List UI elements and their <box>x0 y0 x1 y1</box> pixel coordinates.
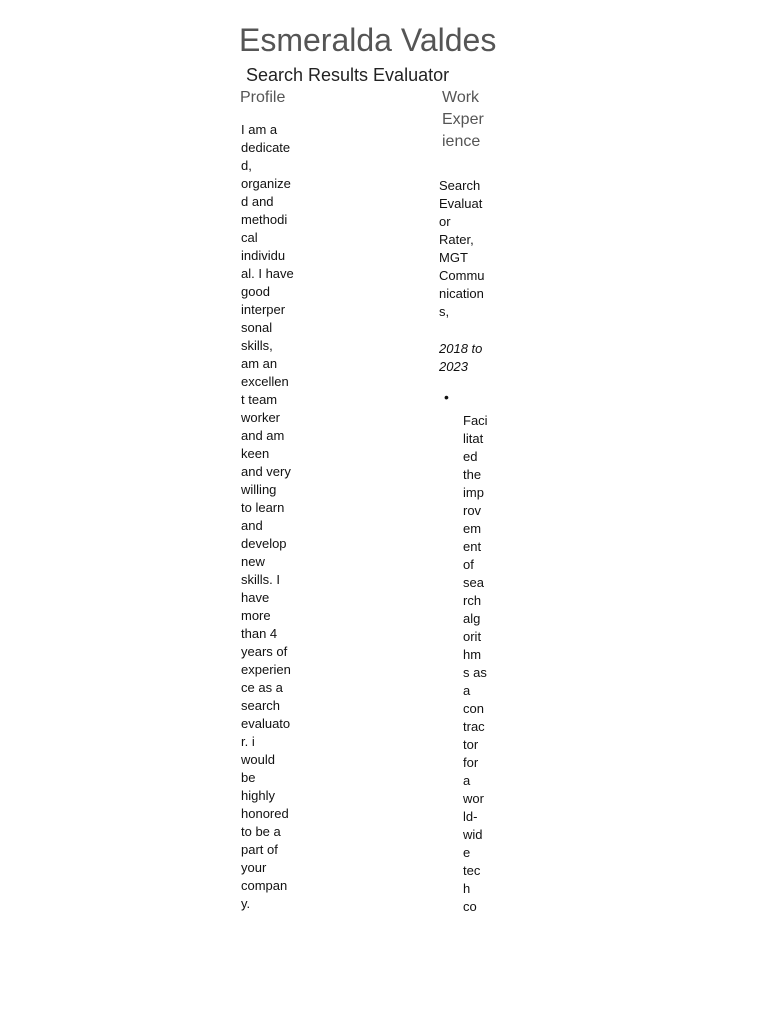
text-line: d, <box>241 158 252 173</box>
text-line: Exper <box>442 111 484 128</box>
text-line: ent <box>463 539 482 554</box>
text-line: a <box>463 773 471 788</box>
text-line: keen <box>241 446 270 461</box>
text-line: highly <box>241 788 275 803</box>
text-line: than 4 <box>241 626 278 641</box>
job-dates <box>439 340 482 376</box>
text-line: your <box>241 860 267 875</box>
text-line: co <box>463 899 477 914</box>
text-line: of <box>463 557 474 572</box>
text-line: to learn <box>241 500 285 515</box>
text-line: Search <box>439 178 481 193</box>
text-line: interper <box>241 302 286 317</box>
text-line: evaluato <box>241 716 291 731</box>
text-line: excellen <box>241 374 289 389</box>
text-line: d and <box>241 194 274 209</box>
text-line: more <box>241 608 271 623</box>
text-line: ed <box>463 449 478 464</box>
text-line: y. <box>241 896 251 911</box>
text-line: skills, <box>241 338 273 353</box>
text-line: r. i <box>241 734 255 749</box>
job-bullet-text <box>463 412 488 916</box>
text-line: s as <box>463 665 487 680</box>
text-line: em <box>463 521 482 536</box>
text-line: h <box>463 881 471 896</box>
text-line: Work <box>442 89 480 106</box>
candidate-name: Esmeralda Valdes <box>239 22 497 58</box>
text-line: MGT <box>439 250 468 265</box>
text-line: Faci <box>463 413 488 428</box>
text-line: part of <box>241 842 278 857</box>
text-line: organize <box>241 176 291 191</box>
text-line: to be a <box>241 824 281 839</box>
text-line: nication <box>439 286 484 301</box>
text-line: and am <box>241 428 285 443</box>
text-line: rch <box>463 593 482 608</box>
text-line: 2023 <box>439 359 468 374</box>
text-line: the <box>463 467 482 482</box>
profile-text <box>241 121 294 913</box>
text-line: rov <box>463 503 482 518</box>
text-line: and very <box>241 464 291 479</box>
text-line: ce as a <box>241 680 283 695</box>
text-line: sea <box>463 575 484 590</box>
text-line: skills. I <box>241 572 280 587</box>
profile-heading: Profile <box>240 89 286 106</box>
text-line: tor <box>463 737 479 752</box>
text-line: would <box>241 752 275 767</box>
text-line: con <box>463 701 484 716</box>
text-line: and <box>241 518 263 533</box>
text-line: wid <box>463 827 483 842</box>
text-line: honored <box>241 806 289 821</box>
bullet-icon: • <box>444 389 449 405</box>
text-line: I am a <box>241 122 278 137</box>
text-line: for <box>463 755 479 770</box>
text-line: ld- <box>463 809 478 824</box>
text-line: am an <box>241 356 278 371</box>
text-line: dedicate <box>241 140 291 155</box>
text-line: experien <box>241 662 291 677</box>
text-line: sonal <box>241 320 273 335</box>
text-line: have <box>241 590 270 605</box>
text-line: s, <box>439 304 450 319</box>
work-experience-heading <box>442 87 484 153</box>
text-line: 2018 to <box>439 341 483 356</box>
text-line: or <box>439 214 451 229</box>
text-line: Commu <box>439 268 485 283</box>
text-line: orit <box>463 629 482 644</box>
text-line: Rater, <box>439 232 474 247</box>
text-line: imp <box>463 485 484 500</box>
text-line: tec <box>463 863 481 878</box>
text-line: Evaluat <box>439 196 483 211</box>
text-line: litat <box>463 431 484 446</box>
text-line: good <box>241 284 270 299</box>
text-line: trac <box>463 719 485 734</box>
text-line: individu <box>241 248 286 263</box>
job-title <box>439 177 485 321</box>
text-line: al. I have <box>241 266 294 281</box>
text-line: be <box>241 770 256 785</box>
text-line: search <box>241 698 281 713</box>
text-line: new <box>241 554 265 569</box>
text-line: compan <box>241 878 288 893</box>
text-line: develop <box>241 536 287 551</box>
text-line: t team <box>241 392 278 407</box>
text-line: e <box>463 845 471 860</box>
text-line: hm <box>463 647 482 662</box>
text-line: alg <box>463 611 481 626</box>
text-line: cal <box>241 230 258 245</box>
text-line: worker <box>241 410 281 425</box>
text-line: methodi <box>241 212 288 227</box>
text-line: wor <box>463 791 484 806</box>
text-line: a <box>463 683 471 698</box>
job-role-title: Search Results Evaluator <box>246 65 450 85</box>
text-line: willing <box>241 482 277 497</box>
text-line: years of <box>241 644 288 659</box>
text-line: ience <box>442 133 481 150</box>
